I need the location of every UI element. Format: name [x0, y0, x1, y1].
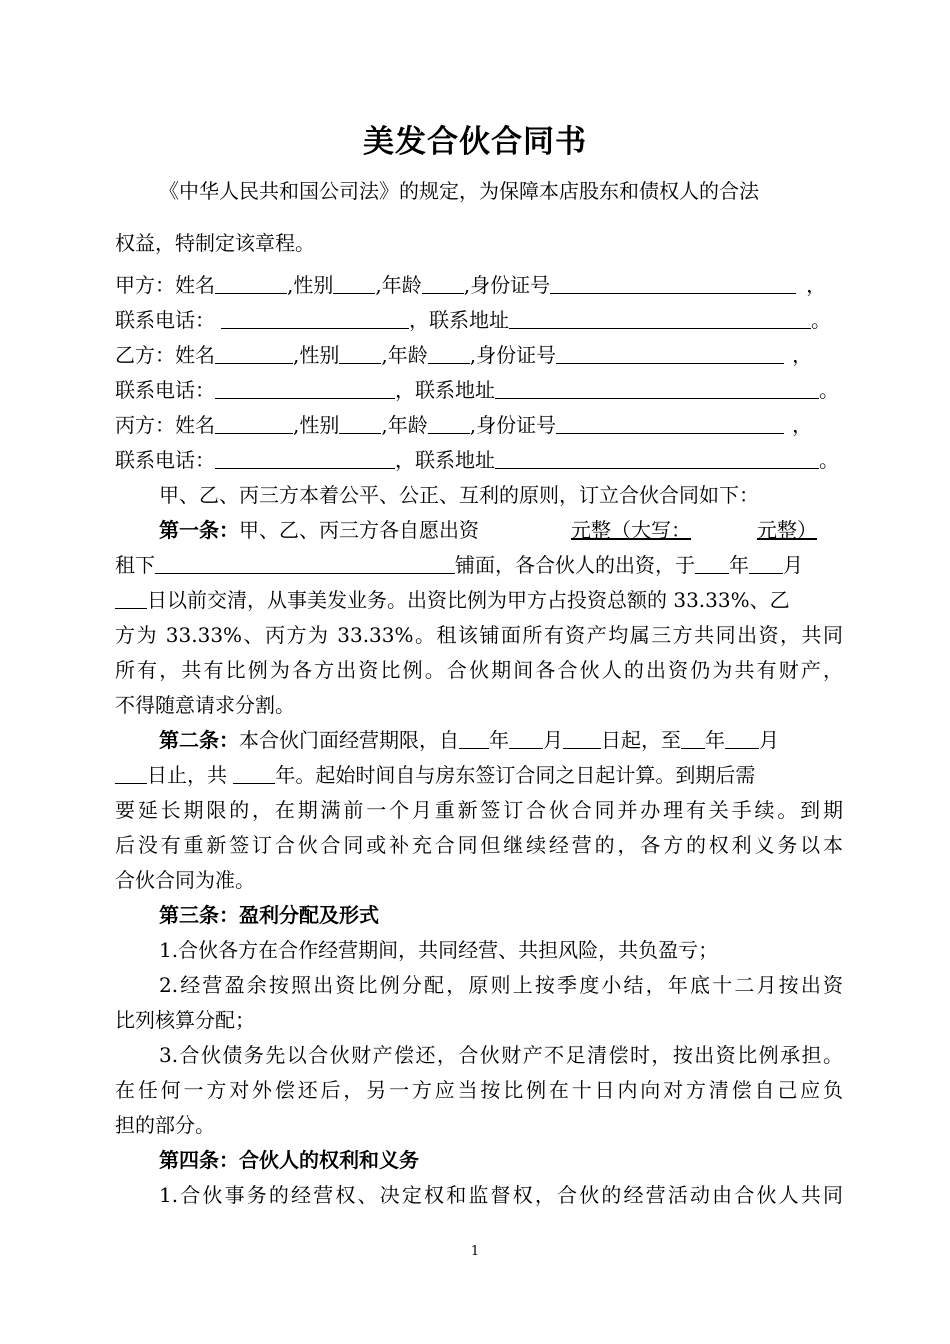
party-bing-name-blank[interactable] [215, 411, 293, 434]
party-bing-gender-label: ,性别 [293, 413, 340, 437]
party-jia-gender-blank[interactable] [333, 271, 375, 294]
article-2-years-blank[interactable] [233, 761, 275, 784]
party-yi-age-label: ,年龄 [381, 343, 428, 367]
party-bing-id-label: ,身份证号 [469, 413, 557, 437]
article-2-text-1c: 月 [543, 728, 563, 752]
article-1-year-blank[interactable] [695, 551, 729, 574]
party-jia-age-blank[interactable] [422, 271, 464, 294]
article-1-line-1 [115, 513, 843, 547]
party-jia-phone-label: 联系电话： [115, 308, 215, 332]
article-1-text-1c: 元整） [757, 518, 817, 542]
article-3-item-2-line-2: 比列核算分配； [115, 1008, 255, 1032]
article-1-day-blank[interactable] [115, 586, 147, 609]
intro-paragraph: 甲、乙、丙三方本着公平、公正、互利的原则，订立合伙合同如下： [159, 483, 759, 507]
article-1-text-3: 日以前交清，从事美发业务。出资比例为甲方占投资总额的 33.33%、乙 [147, 588, 790, 612]
party-bing-line [115, 408, 843, 442]
party-jia-name-blank[interactable] [215, 271, 287, 294]
party-yi-phone-label: 联系电话： [115, 378, 215, 402]
article-2-text-1e: 年 [705, 728, 725, 752]
party-bing-id-blank[interactable] [556, 411, 784, 434]
party-jia-address-blank[interactable] [509, 306, 811, 329]
party-jia-contact-end: 。 [811, 308, 831, 332]
article-2-text-2b: 年。起始时间自与房东签订合同之日起计算。到期后需 [275, 763, 756, 787]
article-1-line-4: 方为 33.33%、丙方为 33.33%。租该铺面所有资产均属三方共同出资，共同 [115, 623, 843, 647]
article-1-heading: 第一条： [159, 518, 239, 542]
party-yi-name-blank[interactable] [215, 341, 293, 364]
article-2-start-day-blank[interactable] [563, 726, 601, 749]
article-1-line-3 [115, 583, 843, 617]
article-3-item-2-line-1: 2.经营盈余按照出资比例分配，原则上按季度小结，年底十二月按出资 [159, 973, 843, 997]
party-jia-id-label: ,身份证号 [463, 273, 551, 297]
article-1-text-2a: 租下 [115, 553, 155, 577]
article-4-item-1: 1.合伙事务的经营权、决定权和监督权，合伙的经营活动由合伙人共同 [159, 1183, 843, 1207]
article-2-heading: 第二条： [159, 728, 239, 752]
party-yi-id-label: ,身份证号 [469, 343, 557, 367]
article-2-start-year-blank[interactable] [459, 726, 489, 749]
article-2-line-1 [115, 723, 843, 757]
preamble-line-1: 《中华人民共和国公司法》的规定，为保障本店股东和债权人的合法 [159, 179, 759, 203]
article-1-month-blank[interactable] [749, 551, 783, 574]
party-bing-phone-blank[interactable] [215, 446, 395, 469]
party-bing-phone-label: 联系电话： [115, 448, 215, 472]
party-bing-contact-end: 。 [819, 448, 839, 472]
article-4-heading: 第四条：合伙人的权利和义务 [159, 1148, 419, 1172]
party-yi-end: ， [792, 343, 813, 367]
party-bing-address-label: ，联系地址 [395, 448, 495, 472]
article-2-start-month-blank[interactable] [509, 726, 543, 749]
party-jia-name-label: 甲方：姓名 [115, 273, 215, 297]
party-bing-name-label: 丙方：姓名 [115, 413, 215, 437]
party-yi-address-label: ，联系地址 [395, 378, 495, 402]
party-yi-age-blank[interactable] [428, 341, 470, 364]
article-1-line-5: 所有，共有比例为各方出资比例。合伙期间各合伙人的出资仍为共有财产， [115, 658, 843, 682]
party-jia-address-label: ，联系地址 [409, 308, 509, 332]
article-1-shop-blank[interactable] [155, 551, 455, 574]
article-2-line-5: 合伙合同为准。 [115, 868, 255, 892]
document-title: 美发合伙合同书 [363, 124, 587, 160]
party-bing-age-blank[interactable] [428, 411, 470, 434]
page-number: 1 [470, 1244, 480, 1259]
party-jia-end: ， [806, 273, 827, 297]
party-yi-line [115, 338, 843, 372]
article-2-end-month-blank[interactable] [725, 726, 759, 749]
article-1-text-1a: 甲、乙、丙三方各自愿出资 [239, 518, 479, 542]
preamble-line-2: 权益，特制定该章程。 [115, 231, 315, 255]
article-1-line-2 [115, 548, 843, 582]
party-yi-contact-line [115, 373, 843, 407]
party-jia-gender-label: ,性别 [287, 273, 334, 297]
article-1-amount-underline [479, 518, 817, 542]
article-2-text-1a: 本合伙门面经营期限，自 [239, 728, 459, 752]
party-yi-id-blank[interactable] [556, 341, 784, 364]
party-jia-contact-line [115, 303, 843, 337]
party-bing-age-label: ,年龄 [381, 413, 428, 437]
article-2-text-1f: 月 [759, 728, 779, 752]
article-2-line-2 [115, 758, 843, 792]
party-bing-end: ， [792, 413, 813, 437]
article-3-heading: 第三条：盈利分配及形式 [159, 903, 379, 927]
party-yi-phone-blank[interactable] [215, 376, 395, 399]
article-3-item-3-line-1: 3.合伙债务先以合伙财产偿还，合伙财产不足清偿时，按出资比例承担。 [159, 1043, 843, 1067]
party-yi-gender-blank[interactable] [339, 341, 381, 364]
party-yi-name-label: 乙方：姓名 [115, 343, 215, 367]
article-1-text-2b: 铺面，各合伙人的出资，于 [455, 553, 695, 577]
article-1-text-2d: 月 [783, 553, 803, 577]
party-jia-phone-blank[interactable] [221, 306, 409, 329]
article-1-line-6: 不得随意请求分割。 [115, 693, 295, 717]
article-2-text-1b: 年 [489, 728, 509, 752]
party-bing-address-blank[interactable] [495, 446, 819, 469]
party-bing-contact-line [115, 443, 843, 477]
party-bing-gender-blank[interactable] [339, 411, 381, 434]
article-1-text-2c: 年 [729, 553, 749, 577]
article-2-end-year-blank[interactable] [681, 726, 705, 749]
article-2-line-4: 后没有重新签订合伙合同或补充合同但继续经营的，各方的权利义务以本 [115, 833, 843, 857]
article-3-item-3-line-3: 担的部分。 [115, 1113, 215, 1137]
party-jia-age-label: ,年龄 [375, 273, 422, 297]
article-3-item-1: 1.合伙各方在合作经营期间，共同经营、共担风险，共负盈亏； [159, 938, 719, 962]
article-2-end-day-blank[interactable] [115, 761, 147, 784]
article-1-text-1b: 元整（大写： [571, 518, 691, 542]
article-3-item-3-line-2: 在任何一方对外偿还后，另一方应当按比例在十日内向对方清偿自己应负 [115, 1078, 843, 1102]
article-2-text-2a: 日止，共 [147, 763, 234, 787]
party-jia-line [115, 268, 843, 302]
party-jia-id-blank[interactable] [550, 271, 796, 294]
party-yi-gender-label: ,性别 [293, 343, 340, 367]
party-yi-contact-end: 。 [819, 378, 839, 402]
article-2-line-3: 要延长期限的，在期满前一个月重新签订合伙合同并办理有关手续。到期 [115, 798, 843, 822]
party-yi-address-blank[interactable] [495, 376, 819, 399]
article-2-text-1d: 日起，至 [601, 728, 681, 752]
